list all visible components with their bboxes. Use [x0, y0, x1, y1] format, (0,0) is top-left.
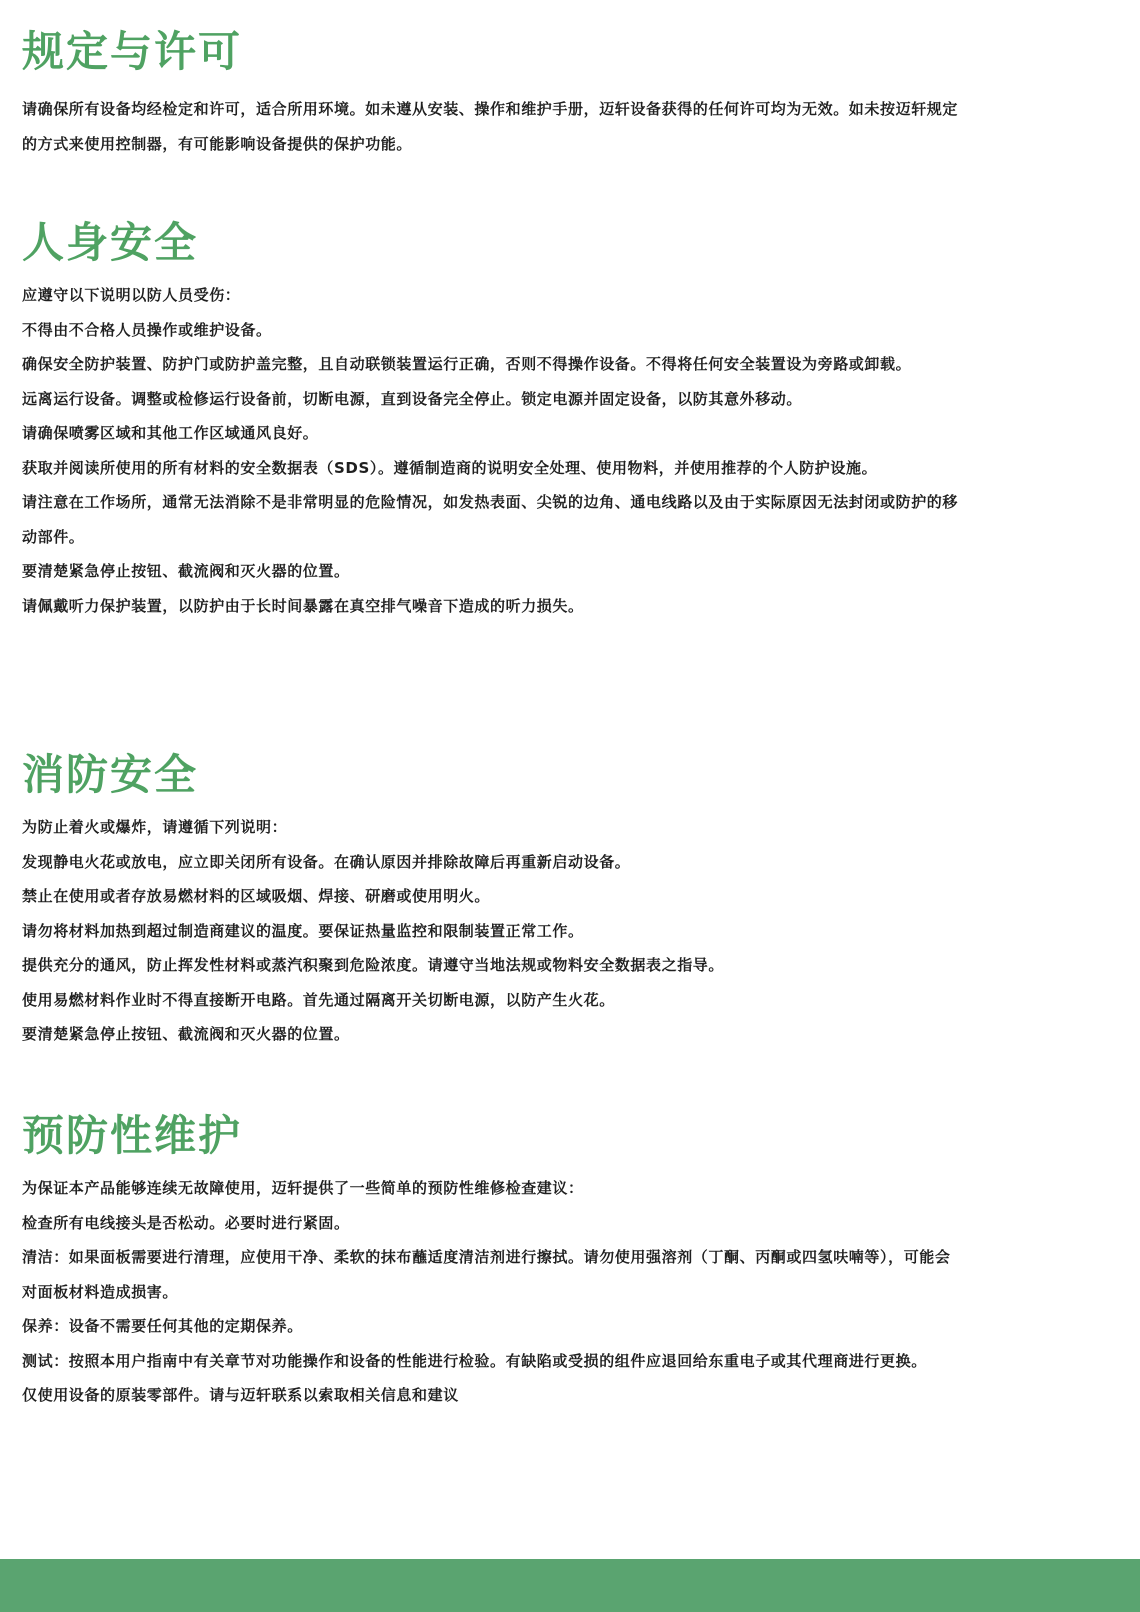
paragraph: 提供充分的通风，防止挥发性材料或蒸汽积聚到危险浓度。请遵守当地法规或物料安全数据表之指导。 [22, 956, 725, 974]
section-fire-safety [22, 750, 962, 1052]
section-title: 消防安全 [22, 750, 199, 799]
paragraph: 保养：设备不需要任何其他的定期保养。 [22, 1317, 303, 1335]
paragraph: 发现静电火花或放电，应立即关闭所有设备。在确认原因并排除故障后再重新启动设备。 [22, 852, 631, 871]
paragraph: 远离运行设备。调整或检修运行设备前，切断电源，直到设备完全停止。锁定电源并固定设备，以防其意外移动。 [22, 389, 803, 408]
paragraph: 为防止着火或爆炸，请遵循下列说明： [22, 818, 288, 836]
section-title: 规定与许可 [22, 27, 243, 76]
paragraph: 使用易燃材料作业时不得直接断开电路。首先通过隔离开关切断电源，以防产生火花。 [22, 990, 615, 1009]
section-preventive-maintenance [22, 1111, 962, 1413]
section-title: 人身安全 [22, 218, 199, 267]
paragraph: 清洁：如果面板需要进行清理，应使用干净、柔软的抹布蘸适度清洁剂进行擦拭。请勿使用强溶剂（丁酮、丙酮或四氢呋喃等），可能会对面板材料造成损害。 [22, 1248, 951, 1301]
paragraph: 获取并阅读所使用的所有材料的安全数据表（SDS）。遵循制造商的说明安全处理、使用物料，并使用推荐的个人防护设施。 [22, 458, 878, 477]
paragraph: 为保证本产品能够连续无故障使用，迈轩提供了一些简单的预防性维修检查建议： [22, 1179, 584, 1197]
paragraph: 检查所有电线接头是否松动。必要时进行紧固。 [22, 1213, 350, 1232]
paragraph: 请勿将材料加热到超过制造商建议的温度。要保证热量监控和限制装置正常工作。 [22, 921, 584, 940]
section-personal-safety [22, 218, 962, 623]
paragraph: 不得由不合格人员操作或维护设备。 [22, 320, 272, 339]
paragraph: 要清楚紧急停止按钮、截流阀和灭火器的位置。 [22, 1025, 350, 1043]
paragraph: 请确保所有设备均经检定和许可，适合所用环境。如未遵从安装、操作和维护手册，迈轩设备获得的任何许可均为无效。如未按迈轩规定的方式来使用控制器，有可能影响设备提供的保护功能。 [22, 100, 959, 153]
paragraph: 禁止在使用或者存放易燃材料的区域吸烟、焊接、研磨或使用明火。 [22, 887, 491, 905]
paragraph: 请确保喷雾区域和其他工作区域通风良好。 [22, 424, 319, 442]
paragraph: 请佩戴听力保护装置，以防护由于长时间暴露在真空排气噪音下造成的听力损失。 [22, 596, 584, 615]
paragraph: 要清楚紧急停止按钮、截流阀和灭火器的位置。 [22, 562, 350, 580]
paragraph: 测试：按照本用户指南中有关章节对功能操作和设备的性能进行检验。有缺陷或受损的组件应退回给东重电子或其代理商进行更换。 [22, 1351, 927, 1370]
paragraph: 应遵守以下说明以防人员受伤： [22, 286, 241, 304]
paragraph: 请注意在工作场所，通常无法消除不是非常明显的危险情况，如发热表面、尖锐的边角、通电线路以及由于实际原因无法封闭或防护的移动部件。 [22, 493, 959, 546]
paragraph: 仅使用设备的原装零部件。请与迈轩联系以索取相关信息和建议 [22, 1386, 459, 1404]
section-regulations-and-permits [22, 27, 962, 161]
footer-bar [0, 1559, 1140, 1612]
paragraph: 确保安全防护装置、防护门或防护盖完整，且自动联锁装置运行正确，否则不得操作设备。不得将任何安全装置设为旁路或卸载。 [22, 355, 912, 373]
section-title: 预防性维护 [22, 1111, 243, 1160]
